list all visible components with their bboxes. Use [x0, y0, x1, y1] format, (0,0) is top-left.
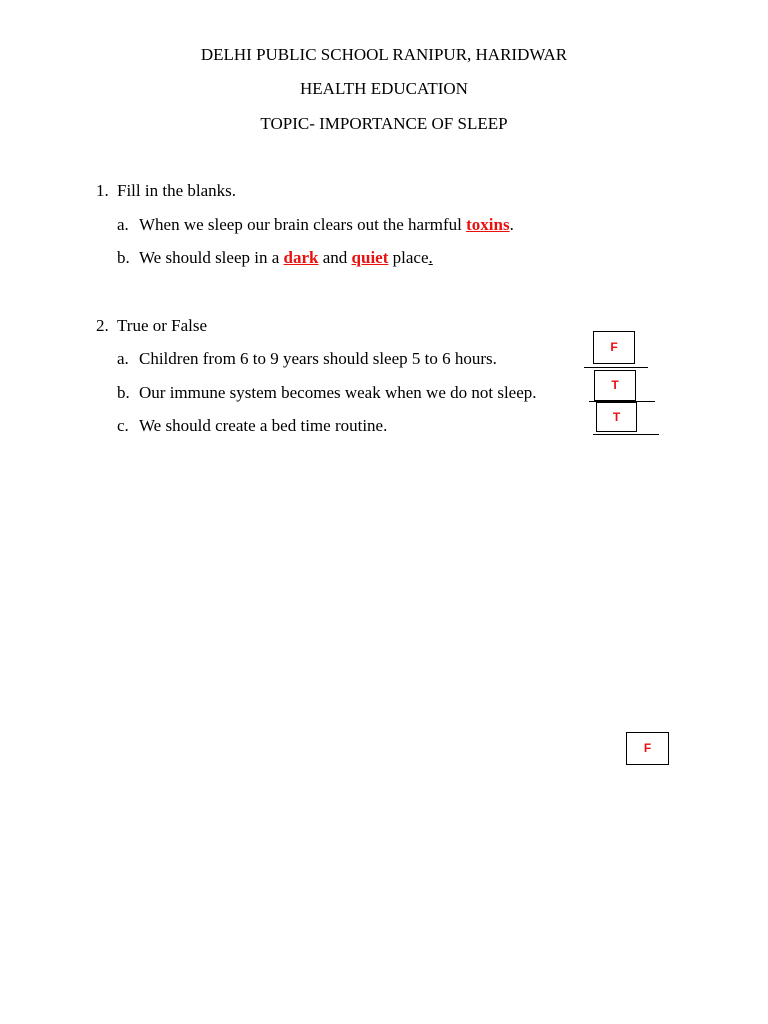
topic-title: TOPIC- IMPORTANCE OF SLEEP: [260, 114, 508, 133]
question-2a-text: Children from 6 to 9 years should sleep 5 to 6 hours.: [139, 349, 497, 368]
subject-title: HEALTH EDUCATION: [300, 79, 468, 98]
answer-line-2c: [593, 434, 659, 435]
question-1a-after: .: [509, 215, 514, 234]
question-1b-after: place: [388, 248, 429, 267]
question-1a-marker: a.: [117, 215, 129, 234]
school-name: DELHI PUBLIC SCHOOL RANIPUR, HARIDWAR: [200, 45, 568, 64]
question-2-number: 2.: [96, 316, 109, 335]
question-2c-text: We should create a bed time routine.: [139, 416, 388, 435]
answer-box-2a: F: [593, 331, 635, 364]
question-1b-text: [139, 248, 433, 268]
answer-quiet: quiet: [351, 248, 389, 267]
question-2c-marker: c.: [117, 416, 129, 435]
answer-toxins: toxins: [466, 215, 510, 234]
question-2-title: True or False: [117, 316, 208, 335]
question-2b-marker: b.: [117, 383, 130, 402]
answer-dark: dark: [283, 248, 319, 267]
stray-answer-box: F: [626, 732, 669, 765]
question-1a-before: When we sleep our brain clears out the harmful: [139, 215, 467, 234]
question-1b-marker: b.: [117, 248, 130, 267]
question-1b-middle: and: [318, 248, 352, 267]
answer-line-2a: [584, 367, 648, 368]
answer-box-2c: T: [596, 402, 637, 432]
question-2a-marker: a.: [117, 349, 129, 368]
answer-box-2b: T: [594, 370, 636, 401]
question-1-number: 1.: [96, 181, 109, 200]
question-1b-period: .: [428, 248, 433, 267]
question-1a-text: [139, 215, 514, 235]
question-2b-text: Our immune system becomes weak when we do not sleep.: [139, 383, 537, 402]
question-1-title: Fill in the blanks.: [117, 181, 236, 200]
question-1b-before: We should sleep in a: [139, 248, 284, 267]
